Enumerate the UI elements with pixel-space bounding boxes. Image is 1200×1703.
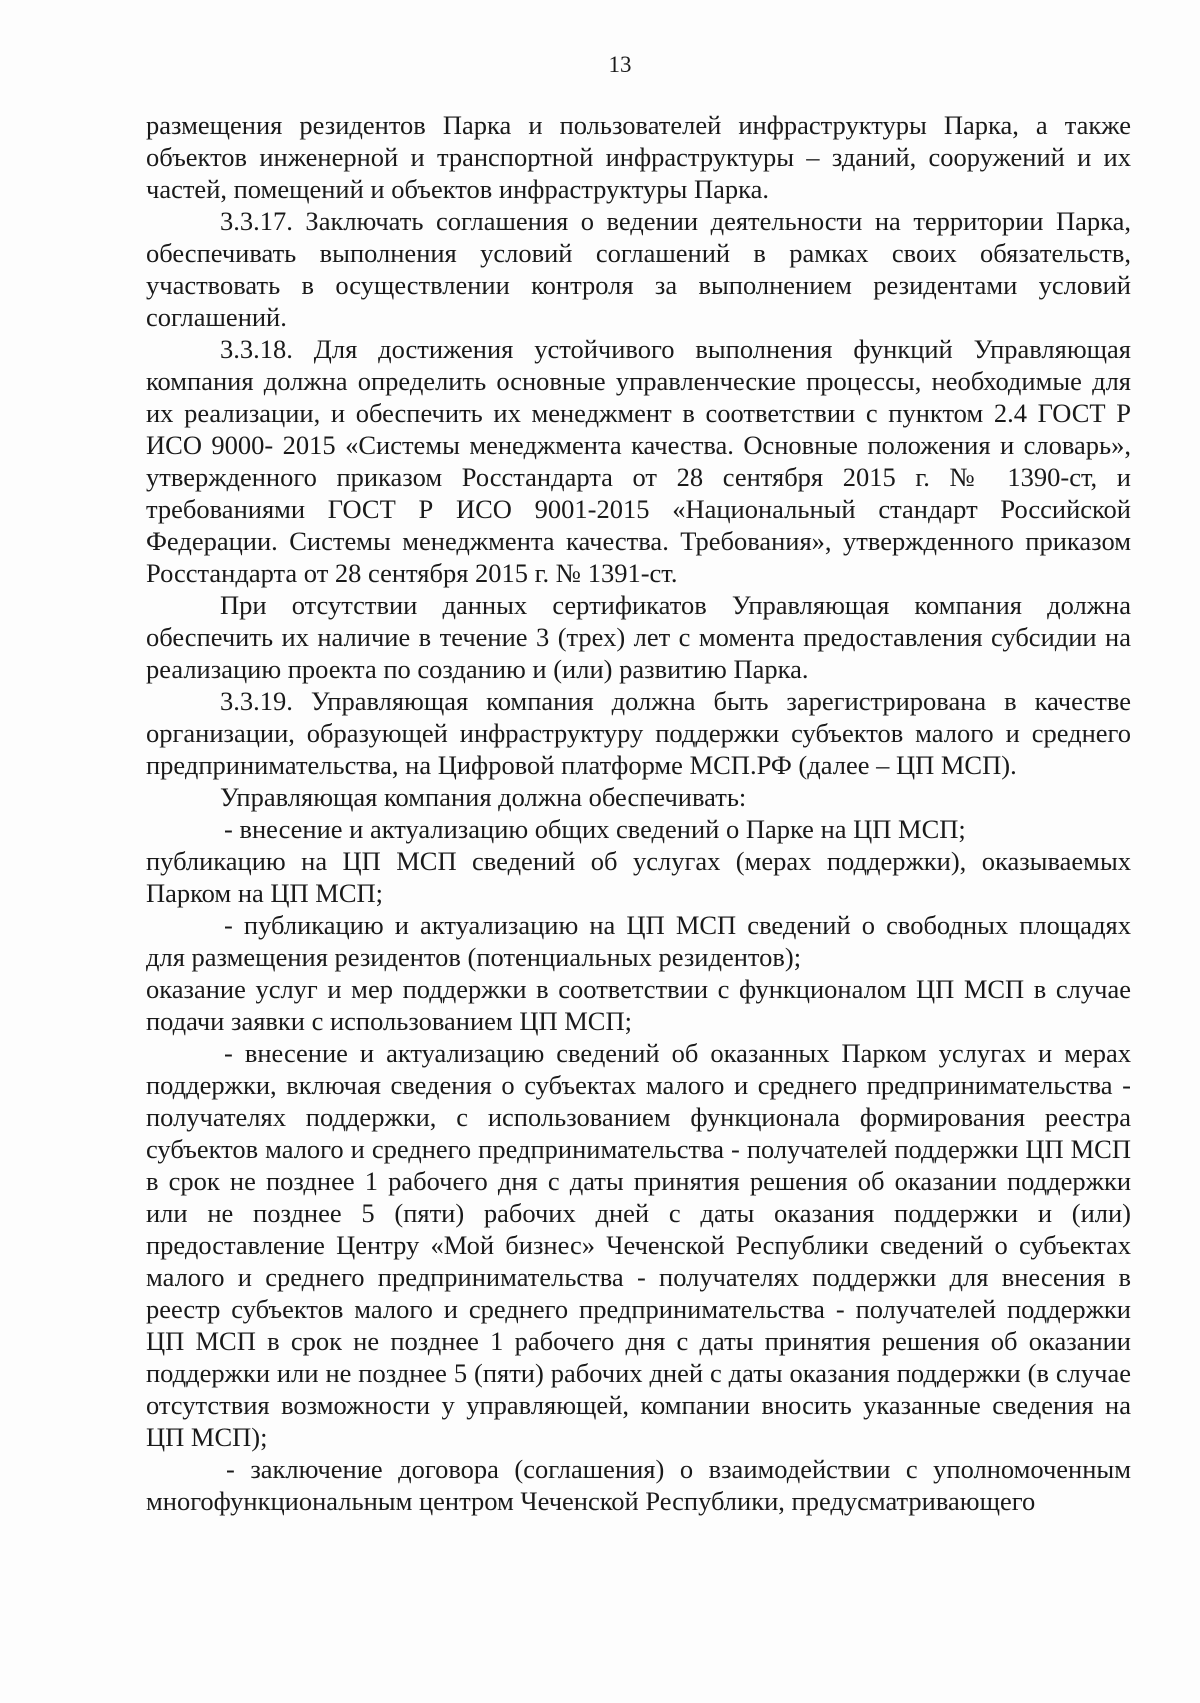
paragraph: 3.3.17. Заключать соглашения о ведении деятельности на территории Парка, обеспечивать выполнения условий соглашений в рамках своих обязательств, участвовать в осуществлении контроля за выполнением резидентами условий соглашений. — [146, 206, 1131, 332]
paragraph: - публикацию и актуализацию на ЦП МСП сведений о свободных площадях для размещения резидентов (потенциальных резидентов); — [146, 910, 1131, 972]
paragraph: - заключение договора (соглашения) о взаимодействии с уполномоченным многофункциональным центром Чеченской Республики, предусматривающего — [146, 1454, 1131, 1516]
paragraph: Управляющая компания должна обеспечивать: — [220, 782, 747, 812]
paragraph: - внесение и актуализацию общих сведений о Парке на ЦП МСП; — [224, 814, 966, 844]
paragraph: публикацию на ЦП МСП сведений об услугах (мерах поддержки), оказываемых Парком на ЦП МСП; — [146, 846, 1131, 908]
paragraph: оказание услуг и мер поддержки в соответствии с функционалом ЦП МСП в случае подачи заявки с использованием ЦП МСП; — [146, 974, 1131, 1036]
page-number: 13 — [608, 52, 632, 77]
paragraph: 3.3.18. Для достижения устойчивого выполнения функций Управляющая компания должна определить основные управленческие процессы, необходимые для их реализации, и обеспечить их менеджмент в соответствии с пунктом 2.4 ГОСТ Р ИСО 9000- 2015 «Системы менеджмента качества. Основные положения и словарь», утвержденного приказом Росстандарта от 28 сентября 2015 г. № 1390-ст, и требованиями ГОСТ Р ИСО 9001-2015 «Национальный стандарт Российской Федерации. Системы менеджмента качества. Требования», утвержденного приказом Росстандарта от 28 сентября 2015 г. № 1391-ст. — [146, 334, 1131, 588]
document-body — [146, 109, 1131, 1517]
paragraph: 3.3.19. Управляющая компания должна быть зарегистрирована в качестве организации, образующей инфраструктуру поддержки субъектов малого и среднего предпринимательства, на Цифровой платформе МСП.РФ (далее – ЦП МСП). — [146, 686, 1131, 780]
paragraph: - внесение и актуализацию сведений об оказанных Парком услугах и мерах поддержки, включая сведения о субъектах малого и среднего предпринимательства - получателях поддержки, с использованием функционала формирования реестра субъектов малого и среднего предпринимательства - получателей поддержки ЦП МСП в срок не позднее 1 рабочего дня с даты принятия решения об оказании поддержки или не позднее 5 (пяти) рабочих дней с даты оказания поддержки и (или) предоставление Центру «Мой бизнес» Чеченской Республики сведений о субъектах малого и среднего предпринимательства - получателях поддержки для внесения в реестр субъектов малого и среднего предпринимательства - получателей поддержки ЦП МСП в срок не позднее 1 рабочего дня с даты принятия решения об оказании поддержки или не позднее 5 (пяти) рабочих дней с даты оказания поддержки (в случае отсутствия возможности у управляющей, компании вносить указанные сведения на ЦП МСП); — [146, 1038, 1131, 1452]
paragraph: При отсутствии данных сертификатов Управляющая компания должна обеспечить их наличие в течение 3 (трех) лет с момента предоставления субсидии на реализацию проекта по созданию и (или) развитию Парка. — [146, 590, 1131, 684]
paragraph: размещения резидентов Парка и пользователей инфраструктуры Парка, а также объектов инженерной и транспортной инфраструктуры – зданий, сооружений и их частей, помещений и объектов инфраструктуры Парка. — [146, 110, 1131, 204]
